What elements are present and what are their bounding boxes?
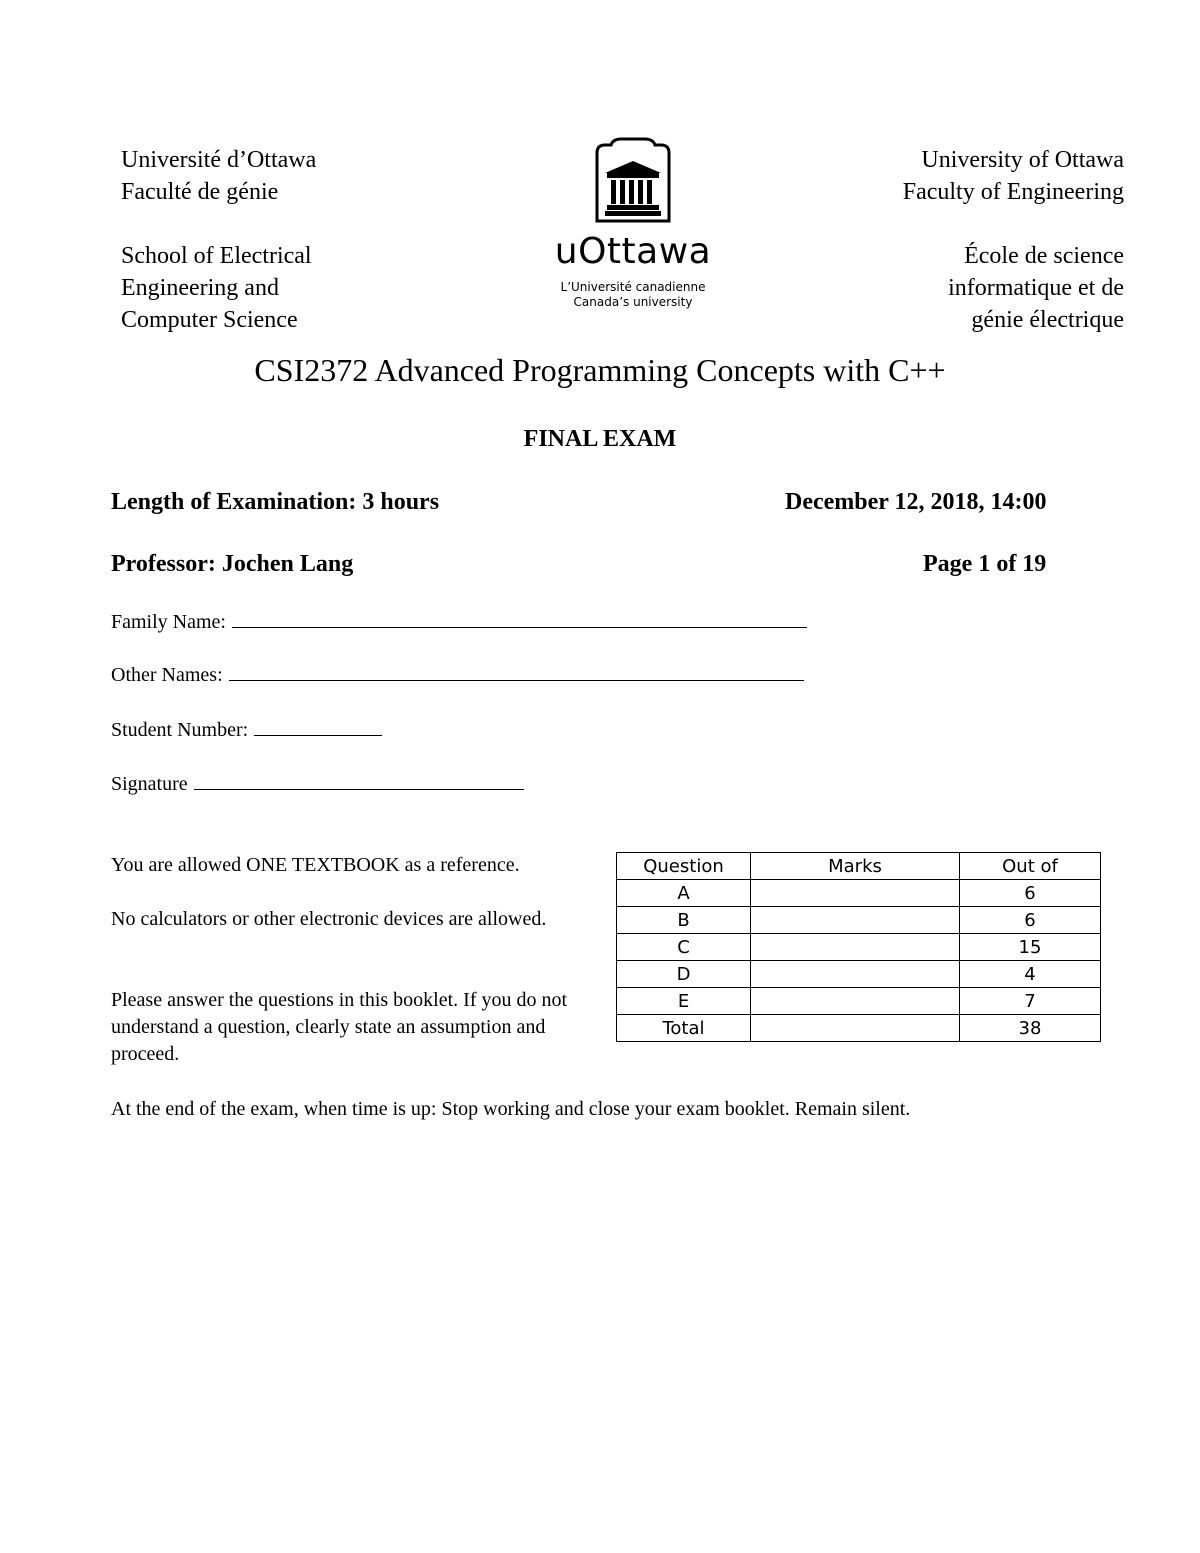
exam-type: FINAL EXAM <box>523 426 677 452</box>
header-left-university: Université d’Ottawa <box>121 147 317 173</box>
out-of-cell: 38 <box>960 1015 1101 1042</box>
table-row <box>617 988 1101 1015</box>
signature-label: Signature <box>111 773 188 795</box>
exam-length: Length of Examination: 3 hours <box>111 489 440 515</box>
question-cell: A <box>617 880 751 907</box>
out-of-cell: 15 <box>960 934 1101 961</box>
header-left-block <box>121 144 316 336</box>
family-name-field[interactable] <box>232 611 807 628</box>
university-building-icon <box>545 135 721 227</box>
professor: Professor: Jochen Lang <box>111 551 354 577</box>
header-marks: Marks <box>751 853 960 880</box>
family-name-row <box>111 611 807 634</box>
table-row <box>617 907 1101 934</box>
other-names-field[interactable] <box>229 664 804 681</box>
student-number-field[interactable] <box>254 719 382 736</box>
header-left-school-line3: Computer Science <box>121 307 298 333</box>
question-cell: B <box>617 907 751 934</box>
instruction-answer: Please answer the questions in this booklet. If you do not understand a question, clearly state an assumption and proceed. <box>111 989 568 1065</box>
header-right-faculty: Faculty of Engineering <box>902 179 1124 205</box>
exam-date: December 12, 2018, 14:00 <box>785 489 1047 515</box>
header-left-school-line1: School of Electrical <box>121 243 312 269</box>
question-cell: Total <box>617 1015 751 1042</box>
out-of-cell: 7 <box>960 988 1101 1015</box>
out-of-cell: 6 <box>960 880 1101 907</box>
header-left-school-line2: Engineering and <box>121 275 279 301</box>
signature-field[interactable] <box>194 773 524 790</box>
instruction-textbook: You are allowed ONE TEXTBOOK as a reference. <box>111 854 520 876</box>
logo-tagline-fr: L’Université canadienne <box>560 280 706 294</box>
header-left-faculty: Faculté de génie <box>121 179 279 205</box>
logo-wordmark: uOttawa <box>554 231 712 272</box>
marks-cell[interactable] <box>751 934 960 961</box>
other-names-label: Other Names: <box>111 664 223 686</box>
family-name-label: Family Name: <box>111 611 226 633</box>
marks-table <box>616 852 1101 1042</box>
header-right-university: University of Ottawa <box>921 147 1124 173</box>
marks-cell[interactable] <box>751 907 960 934</box>
question-cell: D <box>617 961 751 988</box>
signature-row <box>111 773 524 796</box>
logo-tagline-en: Canada’s university <box>573 295 693 309</box>
student-number-label: Student Number: <box>111 719 249 741</box>
table-row <box>617 880 1101 907</box>
out-of-cell: 4 <box>960 961 1101 988</box>
page-number: Page 1 of 19 <box>923 551 1047 577</box>
question-cell: C <box>617 934 751 961</box>
header-right-school-line1: École de science <box>964 243 1124 269</box>
course-title: CSI2372 Advanced Programming Concepts with C++ <box>254 352 946 388</box>
header-right-block <box>903 144 1124 336</box>
instruction-calculators: No calculators or other electronic devices are allowed. <box>111 908 547 930</box>
marks-cell[interactable] <box>751 1015 960 1042</box>
table-row <box>617 1015 1101 1042</box>
header-out-of: Out of <box>960 853 1101 880</box>
other-names-row <box>111 664 804 687</box>
out-of-cell: 6 <box>960 907 1101 934</box>
uottawa-logo <box>545 135 721 310</box>
table-header-row <box>617 853 1101 880</box>
instruction-end: At the end of the exam, when time is up: Stop working and close your exam booklet. Remain silent. <box>111 1098 911 1120</box>
header-right-school-line2: informatique et de <box>948 275 1124 301</box>
marks-cell[interactable] <box>751 988 960 1015</box>
marks-cell[interactable] <box>751 961 960 988</box>
marks-cell[interactable] <box>751 880 960 907</box>
question-cell: E <box>617 988 751 1015</box>
table-row <box>617 961 1101 988</box>
table-row <box>617 934 1101 961</box>
header-question: Question <box>617 853 751 880</box>
student-number-row <box>111 719 382 742</box>
header-right-school-line3: génie électrique <box>971 307 1124 333</box>
